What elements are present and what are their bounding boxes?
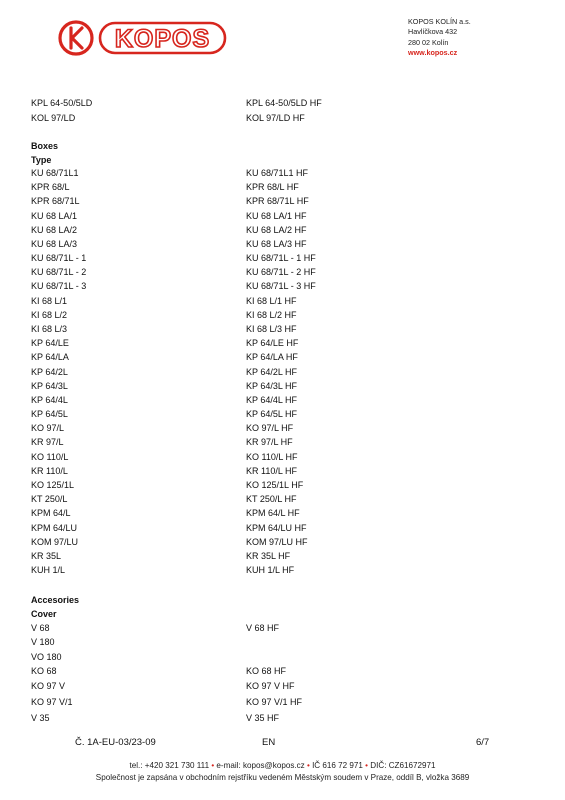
- product-code-hf: KP 64/2L HF: [246, 366, 298, 377]
- product-code-hf: KOL 97/LD HF: [246, 113, 305, 123]
- logo-wordmark: KOPOS: [114, 25, 211, 53]
- product-code-hf: KP 64/3L HF: [246, 380, 298, 391]
- product-code-hf: KUH 1/L HF: [246, 565, 295, 576]
- accessory-code: V 35: [31, 713, 50, 723]
- product-code-hf: KO 110/L HF: [246, 451, 298, 462]
- accessory-code-hf: KO 97 V/1 HF: [246, 697, 303, 707]
- product-code-hf: KU 68/71L - 3 HF: [246, 281, 316, 292]
- product-code: KU 68/71L - 1: [31, 253, 87, 264]
- product-code: KR 97/L: [31, 437, 64, 448]
- product-code: KO 110/L: [31, 451, 69, 462]
- product-code-hf: KI 68 L/2 HF: [246, 309, 297, 320]
- product-code: KPL 64-50/5LD: [31, 98, 93, 108]
- language-code: EN: [262, 737, 276, 748]
- dic: DIČ: CZ61672971: [370, 761, 436, 770]
- product-code-hf: KP 64/LE HF: [246, 338, 299, 349]
- product-code-hf: KR 110/L HF: [246, 465, 298, 476]
- company-city: 280 02 Kolín: [408, 37, 449, 47]
- product-code-hf: KPM 64/LU HF: [246, 522, 307, 533]
- product-code-hf: KT 250/L HF: [246, 494, 297, 505]
- product-code: KOM 97/LU: [31, 536, 79, 547]
- product-code: KI 68 L/3: [31, 323, 68, 334]
- ico: IČ 616 72 971: [312, 761, 363, 770]
- accessory-code: VO 180: [31, 652, 62, 662]
- product-code: KP 64/4L: [31, 394, 68, 405]
- document-number: Č. 1A-EU-03/23-09: [75, 737, 156, 748]
- email[interactable]: e-mail: kopos@kopos.cz: [216, 761, 305, 770]
- product-code: KR 110/L: [31, 465, 68, 476]
- product-code-hf: KR 97/L HF: [246, 437, 293, 448]
- product-code: KR 35L: [31, 550, 62, 561]
- subsection-title-cover: Cover: [31, 609, 57, 619]
- product-code-hf: KPR 68/L HF: [246, 182, 299, 193]
- product-code-hf: KU 68/71L1 HF: [246, 168, 309, 178]
- product-code: KP 64/3L: [31, 380, 68, 391]
- registration-note: Společnost je zapsána v obchodním rejstříku vedeném Městským soudem v Praze, oddíl B, vložka 3689: [95, 773, 470, 782]
- product-code: KU 68 LA/3: [31, 238, 78, 249]
- product-code-hf: KU 68 LA/1 HF: [246, 210, 307, 221]
- company-web-link[interactable]: www.kopos.cz: [408, 48, 458, 58]
- accessory-code: V 68: [31, 623, 50, 633]
- product-code-hf: KU 68 LA/3 HF: [246, 238, 307, 249]
- product-code: KU 68/71L1: [31, 168, 79, 178]
- product-code: KP 64/5L: [31, 409, 68, 420]
- product-code-hf: KPL 64-50/5LD HF: [246, 98, 322, 108]
- company-name: KOPOS KOLÍN a.s.: [408, 17, 471, 26]
- product-code: KO 125/1L: [31, 479, 75, 490]
- product-code: KP 64/LA: [31, 352, 69, 363]
- product-code: KU 68/71L - 3: [31, 281, 87, 292]
- separator-dot: •: [306, 761, 313, 770]
- accessory-code: KO 97 V/1: [31, 697, 73, 707]
- page-number: 6/7: [476, 737, 490, 748]
- product-code: KPR 68/71L: [31, 196, 80, 207]
- product-code-hf: KO 125/1L HF: [246, 479, 304, 490]
- product-code-hf: KU 68/71L - 2 HF: [246, 267, 316, 278]
- accessory-code-hf: V 68 HF: [246, 623, 280, 633]
- product-code: KU 68 LA/2: [31, 224, 78, 235]
- product-code-hf: KPR 68/71L HF: [246, 196, 309, 207]
- product-code: KP 64/2L: [31, 366, 68, 377]
- subsection-title-type: Type: [31, 155, 52, 165]
- product-code-hf: KI 68 L/3 HF: [246, 323, 297, 334]
- product-code-hf: KPM 64/L HF: [246, 508, 300, 519]
- accessory-code-hf: KO 97 V HF: [246, 681, 295, 691]
- section-title-boxes: Boxes: [31, 141, 59, 151]
- contact-line: [0, 761, 565, 770]
- company-street: Havlíčkova 432: [408, 27, 458, 37]
- product-code: KI 68 L/2: [31, 309, 68, 320]
- accessory-code: KO 97 V: [31, 681, 66, 691]
- product-code-hf: KI 68 L/1 HF: [246, 295, 297, 306]
- phone: tel.: +420 321 730 111: [129, 761, 210, 770]
- product-code: KP 64/LE: [31, 338, 69, 349]
- product-code-hf: KP 64/5L HF: [246, 409, 298, 420]
- product-code: KT 250/L: [31, 494, 68, 505]
- product-code: KU 68/71L - 2: [31, 267, 87, 278]
- accessory-code-hf: V 35 HF: [246, 713, 280, 723]
- product-code: KO 97/L: [31, 423, 65, 434]
- accessory-code: V 180: [31, 637, 55, 647]
- product-code: KI 68 L/1: [31, 295, 68, 306]
- section-title-accessories: Accesories: [31, 595, 80, 605]
- product-code-hf: KP 64/LA HF: [246, 352, 298, 363]
- product-code-hf: KU 68/71L - 1 HF: [246, 253, 316, 264]
- product-code-hf: KU 68 LA/2 HF: [246, 224, 307, 235]
- product-code-hf: KP 64/4L HF: [246, 394, 298, 405]
- product-code: KPM 64/L: [31, 508, 71, 519]
- product-code-hf: KO 97/L HF: [246, 423, 294, 434]
- product-code: KU 68 LA/1: [31, 210, 78, 221]
- separator-dot: •: [211, 761, 217, 770]
- accessory-code: KO 68: [31, 666, 57, 676]
- product-code: KOL 97/LD: [31, 113, 76, 123]
- separator-dot: •: [365, 761, 371, 770]
- product-code: KPR 68/L: [31, 182, 70, 193]
- product-code: KPM 64/LU: [31, 522, 78, 533]
- product-code: KUH 1/L: [31, 565, 66, 576]
- accessory-code-hf: KO 68 HF: [246, 666, 287, 676]
- product-code-hf: KR 35L HF: [246, 550, 291, 561]
- product-code-hf: KOM 97/LU HF: [246, 536, 308, 547]
